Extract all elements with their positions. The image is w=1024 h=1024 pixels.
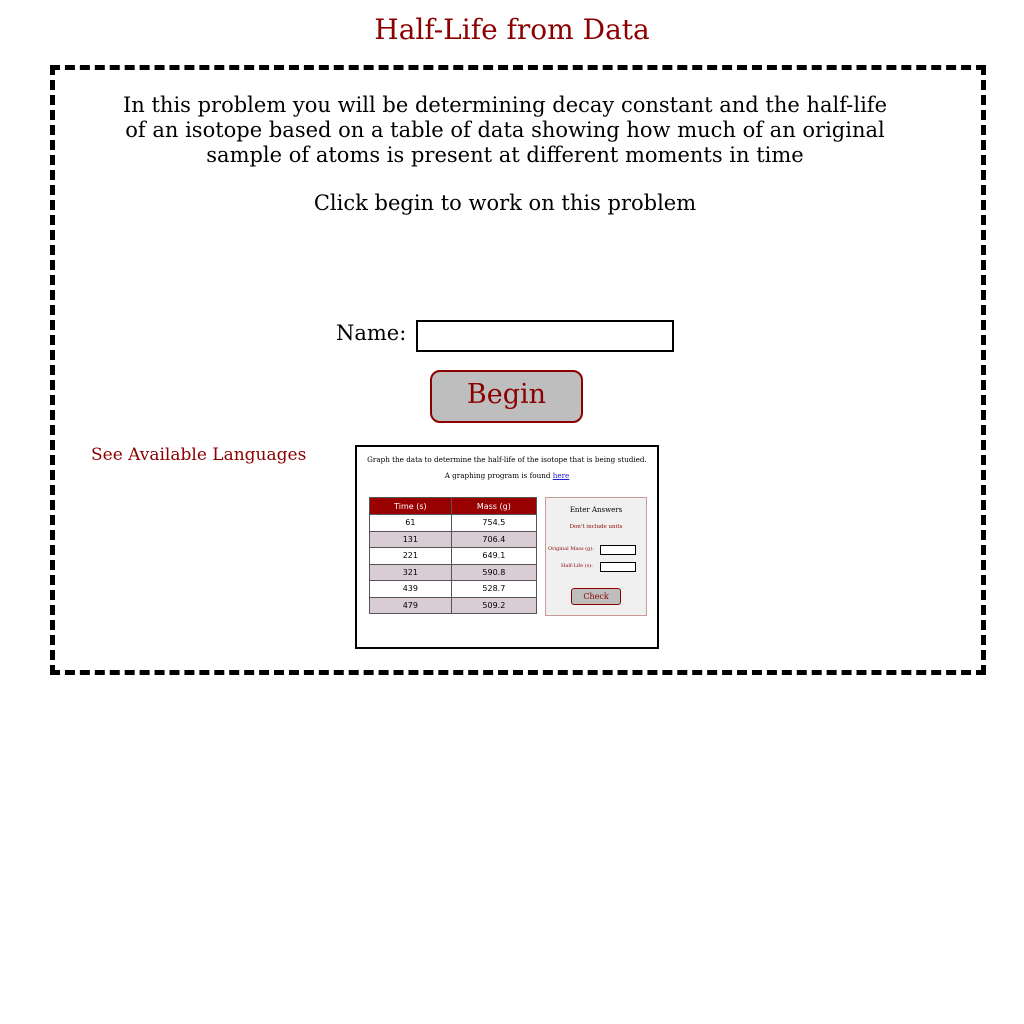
preview-table-row	[370, 597, 537, 614]
available-languages-link[interactable]: See Available Languages	[91, 445, 307, 465]
preview-instruction: Graph the data to determine the half-life of the isotope that is being studied.	[367, 455, 647, 464]
preview-table-row	[370, 515, 537, 532]
preview-check-button: Check	[571, 588, 621, 605]
preview-answers-panel	[545, 497, 647, 616]
preview-cell-time: 221	[370, 548, 452, 565]
preview-cell-time: 61	[370, 515, 452, 532]
preview-cell-mass: 706.4	[451, 531, 536, 548]
preview-original-mass-field	[600, 545, 636, 555]
problem-preview-image	[355, 445, 659, 649]
preview-answers-note: Don't include units	[569, 524, 623, 530]
preview-graphing-link: here	[552, 471, 570, 480]
preview-table-row	[370, 531, 537, 548]
page-title: Half-Life from Data	[374, 13, 650, 46]
preview-header-time: Time (s)	[370, 498, 452, 515]
name-input[interactable]	[416, 320, 674, 352]
preview-table-row	[370, 548, 537, 565]
preview-cell-time: 131	[370, 531, 452, 548]
intro-description: In this problem you will be determining decay constant and the half-life of an isotope based on a table of data showing how much of an original sample of atoms is present at different moments in time	[122, 93, 887, 167]
preview-header-mass: Mass (g)	[451, 498, 536, 515]
preview-cell-time: 439	[370, 581, 452, 598]
preview-table-row	[370, 581, 537, 598]
begin-instruction: Click begin to work on this problem	[313, 191, 697, 215]
name-label: Name:	[336, 321, 407, 345]
preview-original-mass-label: Original Mass (g):	[548, 546, 594, 552]
preview-half-life-label: Half-Life (s):	[561, 563, 593, 569]
begin-button[interactable]: Begin	[430, 370, 583, 423]
preview-cell-mass: 754.5	[451, 515, 536, 532]
preview-cell-mass: 590.8	[451, 564, 536, 581]
preview-table-row	[370, 564, 537, 581]
preview-cell-mass: 528.7	[451, 581, 536, 598]
preview-graphing-note	[357, 471, 657, 480]
preview-answers-title: Enter Answers	[569, 506, 623, 514]
preview-cell-mass: 649.1	[451, 548, 536, 565]
preview-graphing-text: A graphing program is found	[444, 471, 553, 480]
preview-cell-time: 321	[370, 564, 452, 581]
preview-cell-mass: 509.2	[451, 597, 536, 614]
preview-half-life-field	[600, 562, 636, 572]
preview-cell-time: 479	[370, 597, 452, 614]
preview-data-table	[369, 497, 537, 614]
